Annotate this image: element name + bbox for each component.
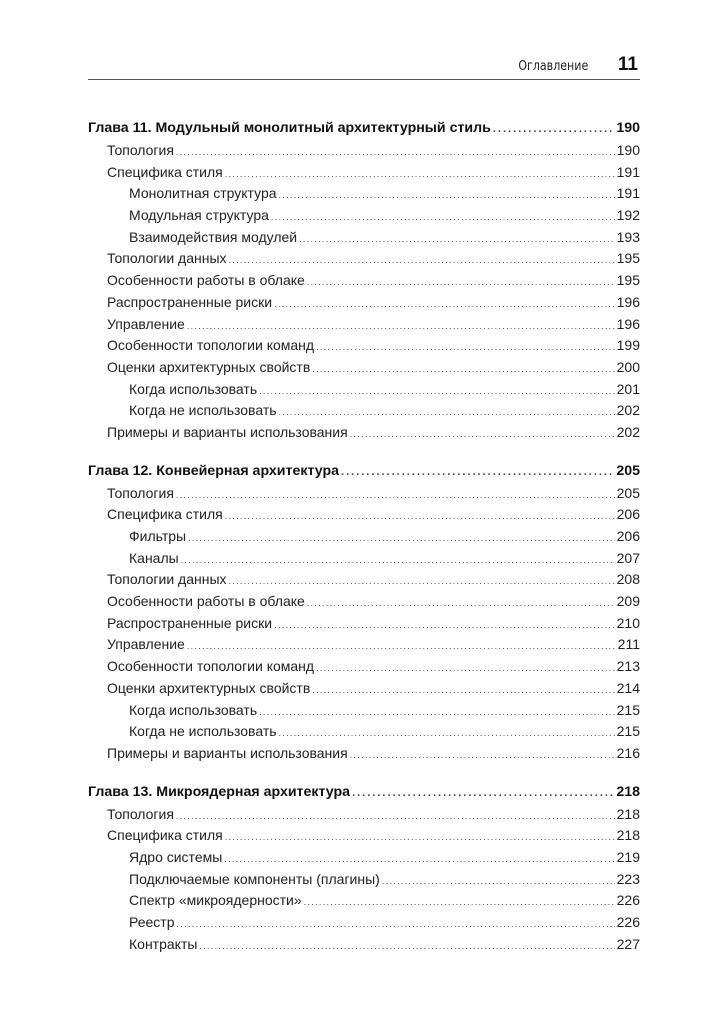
toc-entry-page: 226 — [616, 914, 640, 930]
toc-subsection[interactable] — [88, 847, 640, 869]
toc-entry-page: 195 — [616, 250, 640, 267]
dot-leader — [312, 359, 614, 381]
toc-entry-page: 193 — [616, 228, 640, 245]
toc-entry-label: Контракты — [129, 935, 198, 952]
toc-entry-page: 195 — [616, 272, 640, 289]
toc-subsection[interactable] — [88, 400, 640, 422]
toc-entry-page: 227 — [616, 935, 640, 952]
toc-subsection[interactable] — [88, 869, 640, 891]
dot-leader — [224, 849, 614, 871]
toc-section[interactable] — [88, 357, 640, 379]
dot-leader — [307, 272, 615, 294]
toc-section[interactable] — [88, 248, 640, 270]
toc-entry-page: 202 — [616, 402, 640, 419]
toc-entry-page: 190 — [616, 120, 640, 136]
toc-entry-label: Особенности работы в облаке — [107, 272, 305, 289]
dot-leader — [307, 593, 615, 615]
dot-leader — [225, 827, 615, 849]
toc-entry-page: 214 — [616, 679, 640, 696]
toc-section[interactable] — [88, 656, 640, 678]
dot-leader — [229, 250, 615, 272]
toc-entry-page: 211 — [617, 636, 640, 653]
dot-leader — [279, 723, 615, 745]
toc-entry-label: Оценки архитектурных свойств — [107, 679, 311, 696]
toc-entry-page: 218 — [616, 805, 640, 822]
toc-section[interactable] — [88, 422, 640, 444]
dot-leader — [176, 485, 615, 507]
dot-leader — [316, 337, 615, 359]
toc-section[interactable] — [88, 825, 640, 847]
toc-entry-label: Взаимодействия модулей — [129, 228, 298, 245]
toc-entry-label: Монолитная структура — [129, 185, 277, 202]
dot-leader — [299, 229, 615, 251]
dot-leader — [271, 207, 615, 229]
toc-entry-label: Фильтры — [129, 528, 187, 544]
page-number: 11 — [617, 54, 638, 75]
dot-leader — [176, 142, 615, 164]
toc-section[interactable] — [88, 743, 640, 765]
dot-leader — [199, 936, 614, 958]
dot-leader — [259, 381, 615, 403]
toc-entry-label: Реестр — [129, 914, 175, 930]
toc-section[interactable] — [88, 569, 640, 591]
toc-subsection[interactable] — [88, 548, 640, 570]
dot-leader — [274, 615, 615, 637]
toc-chapter — [88, 459, 640, 765]
toc-entry-page: 218 — [616, 827, 640, 844]
toc-entry-page: 191 — [616, 163, 640, 180]
toc-entry-label: Спектр «микроядерности» — [129, 892, 302, 909]
toc-entry-page: 196 — [616, 293, 640, 310]
toc-entry-page: 226 — [616, 892, 640, 909]
toc-entry-label: Управление — [107, 636, 185, 653]
toc-entry-label: Примеры и варианты использования — [107, 744, 348, 761]
dot-leader — [176, 806, 615, 828]
dot-leader — [225, 164, 615, 186]
toc-entry-page: 201 — [616, 380, 640, 397]
toc-section[interactable] — [88, 634, 640, 656]
running-header-title: Оглавление — [518, 59, 588, 74]
dot-leader — [341, 460, 614, 484]
toc-entry-label: Глава 12. Конвейерная архитектура — [88, 462, 340, 479]
toc-entry-page: 223 — [616, 870, 640, 887]
toc-entry-label: Каналы — [129, 549, 179, 566]
toc-subsection[interactable] — [88, 721, 640, 743]
toc-entry-page: 219 — [616, 848, 640, 865]
toc-entry-page: 205 — [616, 462, 640, 479]
dot-leader — [304, 892, 615, 914]
toc-chapter-heading[interactable] — [88, 459, 640, 483]
toc-entry-page: 215 — [616, 701, 640, 718]
toc-subsection[interactable] — [88, 205, 640, 227]
toc-section[interactable] — [88, 270, 640, 292]
toc-section[interactable] — [88, 483, 640, 505]
dot-leader — [181, 550, 615, 572]
header-divider — [88, 79, 640, 80]
toc-subsection[interactable] — [88, 183, 640, 205]
toc-entry-page: 206 — [616, 528, 640, 544]
toc-section[interactable] — [88, 314, 640, 336]
toc-entry-label: Примеры и варианты использования — [107, 423, 348, 440]
toc-entry-label: Особенности топологии команд — [107, 337, 315, 354]
toc-entry-page: 206 — [616, 506, 640, 523]
toc-entry-label: Топологии данных — [107, 250, 227, 267]
toc-entry-label: Когда не использовать — [129, 402, 277, 419]
toc-section[interactable] — [88, 613, 640, 635]
toc-section[interactable] — [88, 162, 640, 184]
toc-entry-label: Специфика стиля — [107, 163, 223, 180]
toc-subsection[interactable] — [88, 934, 640, 956]
toc-entry-label: Распространенные риски — [107, 614, 273, 631]
table-of-contents — [88, 116, 640, 970]
toc-entry-label: Топология — [107, 805, 174, 822]
toc-entry-label: Особенности топологии команд — [107, 658, 315, 675]
toc-entry-page: 208 — [616, 571, 640, 588]
dot-leader — [493, 117, 614, 141]
toc-entry-page: 218 — [616, 783, 640, 800]
toc-entry-label: Глава 13. Микроядерная архитектура — [88, 783, 351, 800]
dot-leader — [229, 571, 615, 593]
toc-section[interactable] — [88, 591, 640, 613]
dot-leader — [188, 528, 615, 550]
toc-entry-label: Когда использовать — [129, 380, 258, 397]
toc-entry-label: Оценки архитектурных свойств — [107, 358, 311, 375]
dot-leader — [274, 294, 615, 316]
running-header — [88, 52, 640, 80]
dot-leader — [187, 636, 616, 658]
toc-section[interactable] — [88, 335, 640, 357]
toc-subsection[interactable] — [88, 227, 640, 249]
dot-leader — [382, 871, 615, 893]
toc-entry-page: 207 — [616, 549, 640, 566]
dot-leader — [350, 424, 615, 446]
toc-section[interactable] — [88, 678, 640, 700]
dot-leader — [279, 402, 615, 424]
toc-entry-label: Управление — [107, 315, 185, 332]
toc-entry-page: 196 — [616, 315, 640, 332]
toc-entry-label: Глава 11. Модульный монолитный архитектурный стиль — [88, 120, 491, 136]
toc-entry-label: Специфика стиля — [107, 827, 223, 844]
toc-subsection[interactable] — [88, 526, 640, 548]
toc-entry-page: 191 — [616, 185, 640, 202]
toc-entry-label: Топологии данных — [107, 571, 227, 588]
dot-leader — [225, 506, 615, 528]
toc-entry-label: Особенности работы в облаке — [107, 593, 305, 610]
toc-subsection[interactable] — [88, 890, 640, 912]
toc-entry-label: Ядро системы — [129, 848, 223, 865]
toc-entry-page: 190 — [616, 142, 640, 158]
dot-leader — [279, 185, 615, 207]
toc-entry-label: Топология — [107, 142, 174, 158]
toc-section[interactable] — [88, 804, 640, 826]
toc-subsection[interactable] — [88, 700, 640, 722]
toc-entry-label: Специфика стиля — [107, 506, 223, 523]
toc-entry-label: Подключаемые компоненты (плагины) — [129, 870, 380, 887]
toc-entry-label: Распространенные риски — [107, 293, 273, 310]
dot-leader — [316, 658, 615, 680]
toc-chapter — [88, 116, 640, 444]
toc-entry-page: 202 — [616, 423, 640, 440]
toc-section[interactable] — [88, 292, 640, 314]
toc-entry-page: 205 — [616, 484, 640, 501]
toc-subsection[interactable] — [88, 912, 640, 934]
toc-chapter — [88, 780, 640, 956]
toc-entry-page: 199 — [616, 337, 640, 354]
toc-section[interactable] — [88, 140, 640, 162]
toc-entry-label: Когда не использовать — [129, 723, 277, 740]
dot-leader — [350, 745, 615, 767]
toc-entry-page: 192 — [616, 207, 640, 224]
toc-entry-page: 213 — [616, 658, 640, 675]
toc-entry-page: 216 — [616, 744, 640, 761]
dot-leader — [312, 680, 614, 702]
toc-entry-page: 210 — [616, 614, 640, 631]
toc-section[interactable] — [88, 504, 640, 526]
toc-chapter-heading[interactable] — [88, 780, 640, 804]
toc-entry-label: Когда использовать — [129, 701, 258, 718]
dot-leader — [177, 914, 615, 936]
toc-chapter-heading[interactable] — [88, 116, 640, 140]
toc-entry-label: Модульная структура — [129, 207, 269, 224]
dot-leader — [352, 781, 614, 805]
toc-subsection[interactable] — [88, 379, 640, 401]
toc-entry-page: 200 — [616, 358, 640, 375]
dot-leader — [259, 702, 615, 724]
dot-leader — [187, 316, 615, 338]
toc-entry-page: 215 — [616, 723, 640, 740]
toc-entry-page: 209 — [616, 593, 640, 610]
toc-entry-label: Топология — [107, 484, 174, 501]
